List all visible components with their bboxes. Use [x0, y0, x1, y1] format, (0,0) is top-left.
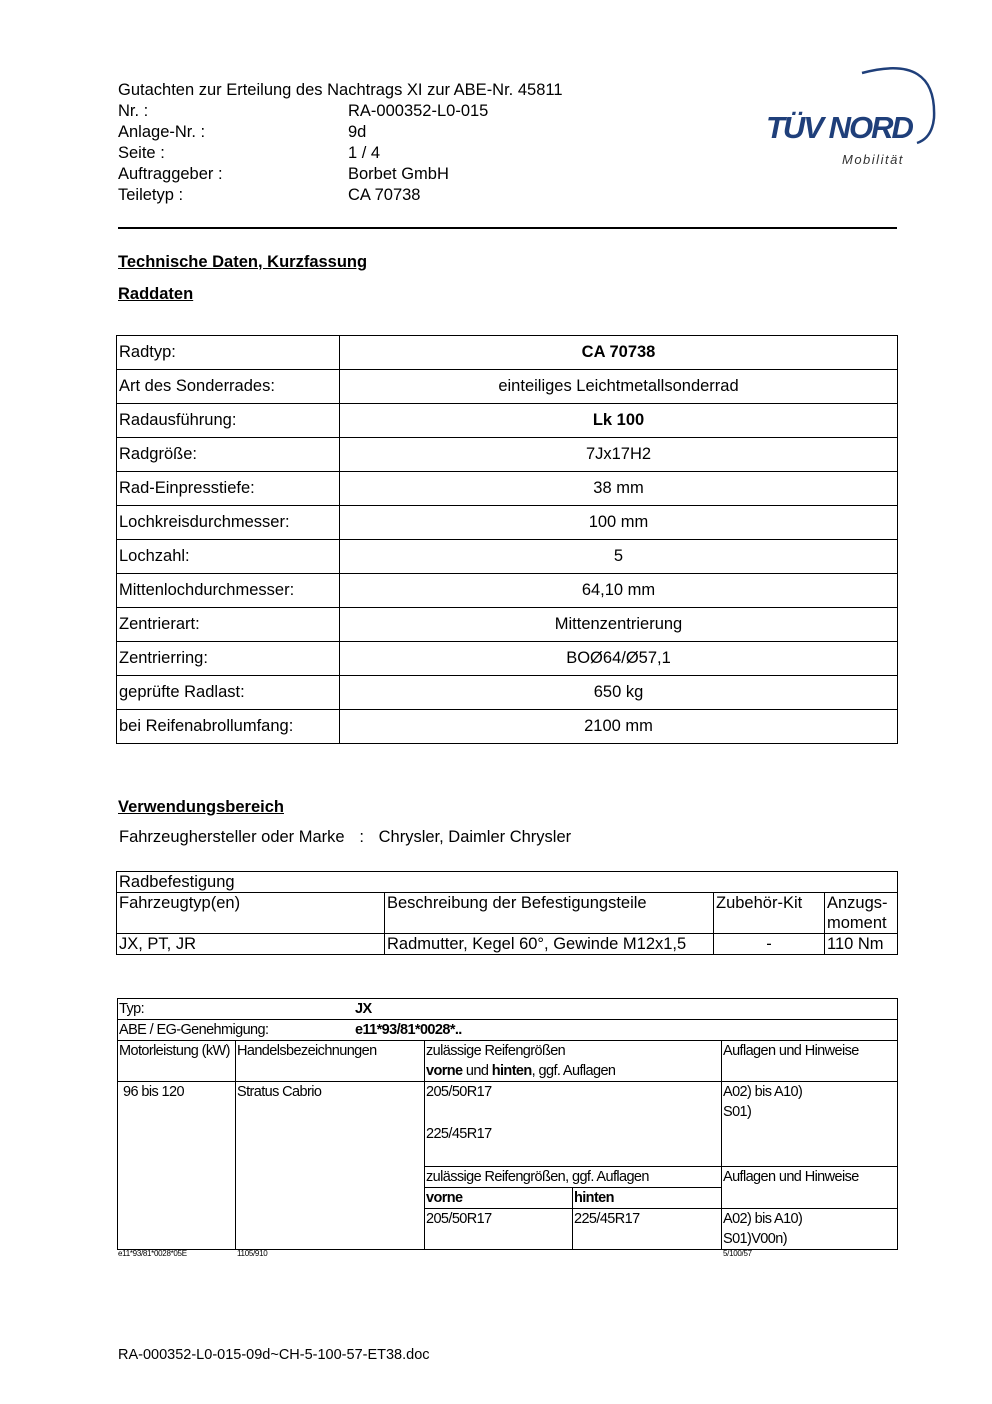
table-row: Lochzahl: 5 [117, 540, 898, 574]
footer-filename: RA-000352-L0-015-09d~CH-5-100-57-ET38.doc [118, 1347, 430, 1363]
header-field-seite: Seite : 1 / 4 [118, 144, 381, 162]
logo-brand: TÜV NORD [766, 110, 912, 145]
table-row: Mittenlochdurchmesser: 64,10 mm [117, 574, 898, 608]
header-field-teiletyp: Teiletyp : CA 70738 [118, 186, 421, 204]
table-row: Radbefestigung [117, 872, 898, 893]
tiny-code-1: e11*93/81*0028*05E [118, 1249, 187, 1258]
table-row: Radgröße: 7Jx17H2 [117, 438, 898, 472]
header-divider [118, 227, 897, 229]
table-row: vorne hinten [118, 1188, 898, 1209]
table-row: ABE / EG-Genehmigung: e11*93/81*0028*.. [118, 1020, 898, 1041]
raddaten-table [116, 335, 898, 744]
table-header-row: Fahrzeugtyp(en) Beschreibung der Befestigungsteile Zubehör-Kit Anzugs- moment [117, 893, 898, 934]
typ-table [117, 998, 898, 1250]
table-row: Zentrierring: BOØ64/Ø57,1 [117, 642, 898, 676]
raddaten-title: Raddaten [118, 285, 194, 303]
document-header [118, 80, 563, 206]
table-row: JX, PT, JR Radmutter, Kegel 60°, Gewinde M12x1,5 - 110 Nm [117, 934, 898, 955]
header-field-anlage: Anlage-Nr. : 9d [118, 123, 367, 141]
tiny-code-3: 5/100/57 [723, 1249, 752, 1258]
table-row: bei Reifenabrollumfang: 2100 mm [117, 710, 898, 744]
tiny-code-2: 1105/910 [237, 1249, 268, 1258]
table-row: Typ: JX [118, 999, 898, 1020]
document-title: Gutachten zur Erteilung des Nachtrags XI zur ABE-Nr. 45811 [118, 81, 563, 99]
header-field-nr: Nr. : RA-000352-L0-015 [118, 102, 489, 120]
table-row: zulässige Reifengrößen, ggf. Auflagen Auflagen und Hinweise [118, 1167, 898, 1188]
hersteller-line: Fahrzeughersteller oder Marke : Chrysler, Daimler Chrysler [119, 828, 572, 846]
table-row: Art des Sonderrades: einteiliges Leichtmetallsonderrad [117, 370, 898, 404]
table-row: Radtyp: CA 70738 [117, 336, 898, 370]
logo-subtitle: Mobilität [842, 152, 904, 167]
verwendung-title: Verwendungsbereich [118, 798, 284, 816]
table-header-row: Motorleistung (kW) Handelsbezeichnungen zulässige Reifengrößen vorne und hinten, ggf. Auflagen Auflagen und Hinweise [118, 1041, 898, 1082]
table-row: 205/50R17 225/45R17 A02) bis A10) S01)V00n) [118, 1209, 898, 1250]
header-field-auftraggeber: Auftraggeber : Borbet GmbH [118, 165, 449, 183]
table-row: Radausführung: Lk 100 [117, 404, 898, 438]
section-title: Technische Daten, Kurzfassung [118, 253, 368, 271]
table-row: 96 bis 120 Stratus Cabrio 205/50R17 225/45R17 A02) bis A10) S01) [118, 1082, 898, 1167]
befestigung-table [116, 871, 898, 955]
table-row: Zentrierart: Mittenzentrierung [117, 608, 898, 642]
table-row: Lochkreisdurchmesser: 100 mm [117, 506, 898, 540]
table-row: geprüfte Radlast: 650 kg [117, 676, 898, 710]
table-row: Rad-Einpresstiefe: 38 mm [117, 472, 898, 506]
tuev-nord-logo [762, 58, 942, 173]
